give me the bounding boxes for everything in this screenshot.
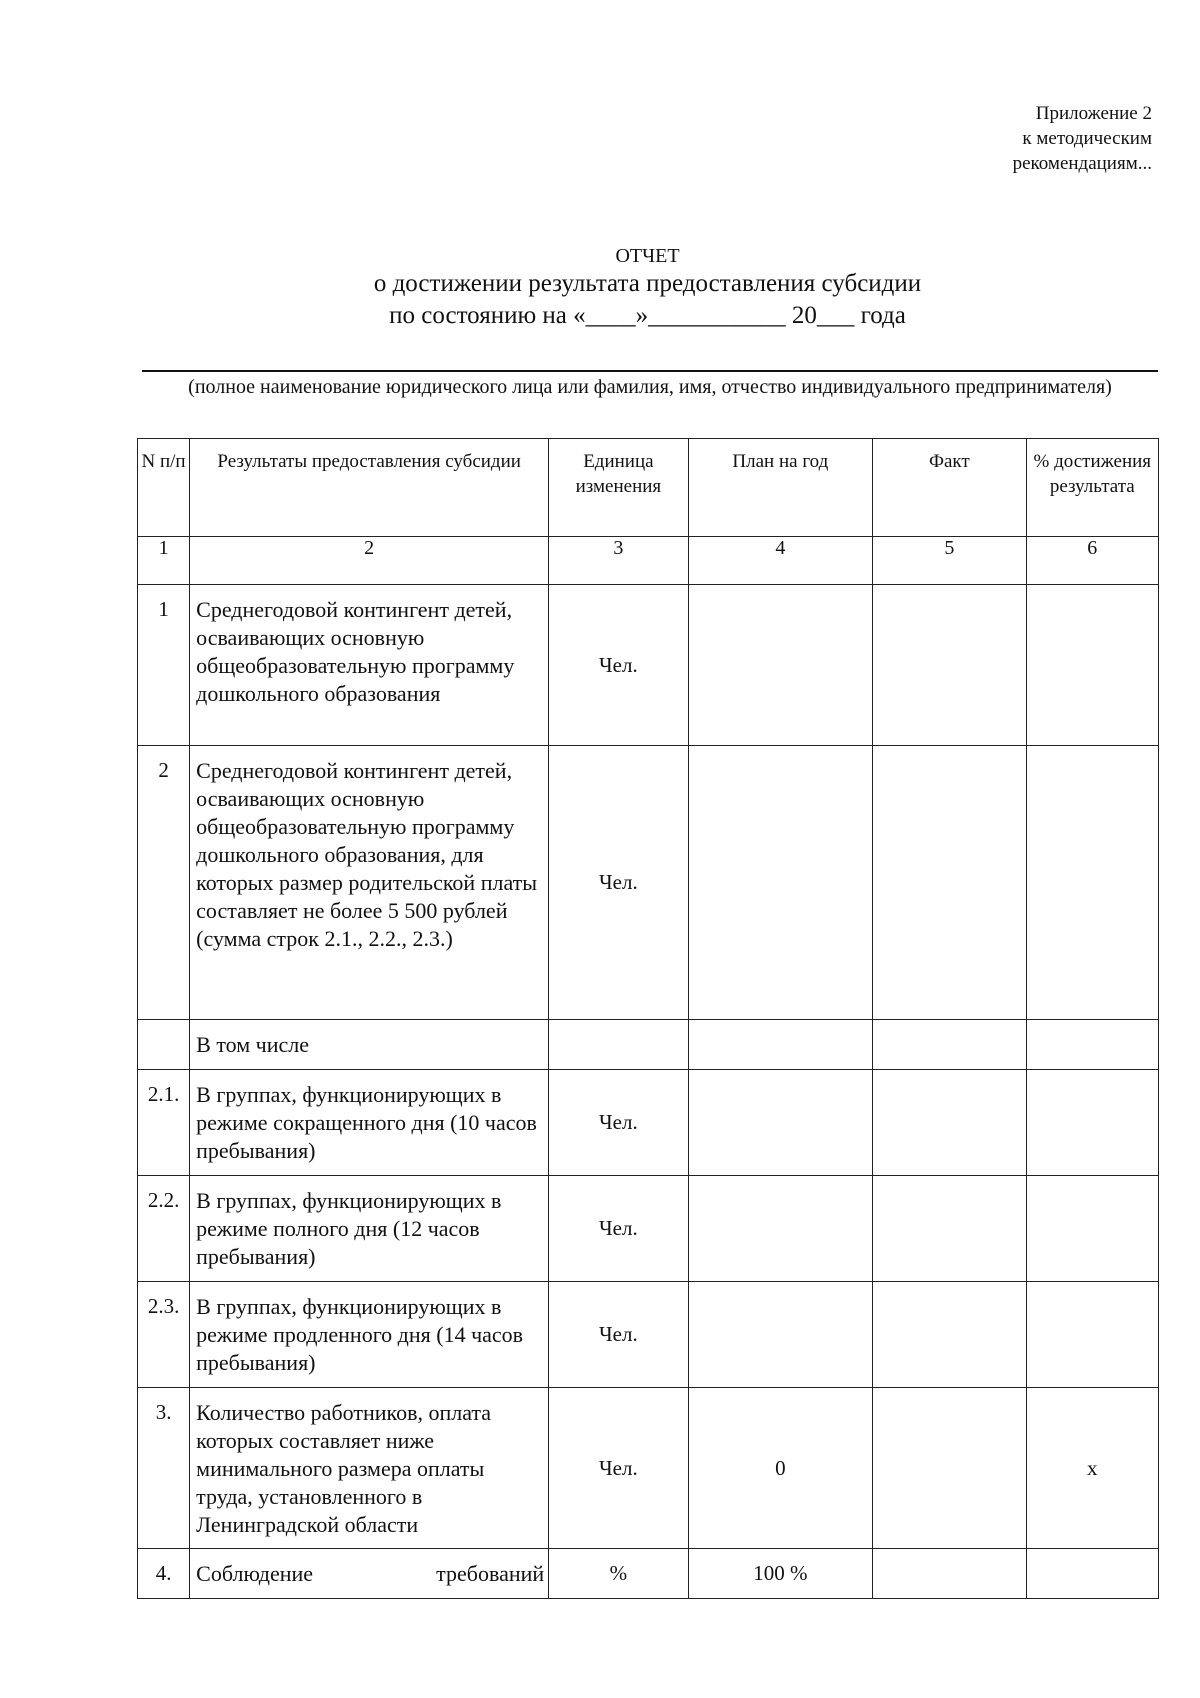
row-plan bbox=[688, 1176, 873, 1282]
table-row bbox=[138, 746, 1159, 1020]
column-number: 4 bbox=[688, 537, 873, 585]
row-percent: х bbox=[1026, 1388, 1158, 1549]
title-subject: о достижении результата предоставления субсидии bbox=[373, 270, 922, 297]
title-report-word: ОТЧЕТ bbox=[615, 245, 680, 267]
annex-line-1: Приложение 2 bbox=[1035, 103, 1152, 124]
table-row bbox=[138, 1070, 1159, 1176]
annex-line-2: к методическим bbox=[1022, 128, 1152, 149]
row-number: 2.3. bbox=[138, 1282, 190, 1388]
row-unit: Чел. bbox=[549, 1282, 688, 1388]
row-description: В группах, функционирующих в режиме полного дня (12 часов пребывания) bbox=[190, 1176, 549, 1282]
row-number: 4. bbox=[138, 1549, 190, 1599]
annex-line-3: рекомендациям... bbox=[1012, 153, 1152, 174]
title-date-line: по состоянию на «____»___________ 20___ года bbox=[389, 302, 906, 329]
row-fact bbox=[873, 1176, 1026, 1282]
table-row bbox=[138, 1549, 1159, 1599]
table-row bbox=[138, 1282, 1159, 1388]
row-number: 2.1. bbox=[138, 1070, 190, 1176]
row-description: В том числе bbox=[190, 1020, 549, 1070]
header-plan: План на год bbox=[688, 439, 873, 537]
row-number: 2.2. bbox=[138, 1176, 190, 1282]
row-plan: 0 bbox=[688, 1388, 873, 1549]
row-description: Соблюдение требований bbox=[190, 1549, 549, 1599]
row-percent bbox=[1026, 1282, 1158, 1388]
row-fact bbox=[873, 585, 1026, 746]
column-number: 3 bbox=[549, 537, 688, 585]
table-header-row bbox=[138, 439, 1159, 537]
row-fact bbox=[873, 1020, 1026, 1070]
row-percent bbox=[1026, 1176, 1158, 1282]
row-plan bbox=[688, 1282, 873, 1388]
row-fact bbox=[873, 1070, 1026, 1176]
row-unit: Чел. bbox=[549, 746, 688, 1020]
row-description: В группах, функционирующих в режиме сокращенного дня (10 часов пребывания) bbox=[190, 1070, 549, 1176]
row-number: 2 bbox=[138, 746, 190, 1020]
row-description: Среднегодовой контингент детей, осваивающих основную общеобразовательную программу дошкольного образования, для которых размер родительской платы составляет не более 5 500 рублей (сумма строк 2.1., 2.2., 2.3.) bbox=[190, 746, 549, 1020]
results-table bbox=[137, 438, 1159, 1599]
row-fact bbox=[873, 1282, 1026, 1388]
row-number: 3. bbox=[138, 1388, 190, 1549]
row-unit: Чел. bbox=[549, 1070, 688, 1176]
organization-name-caption: (полное наименование юридического лица или фамилия, имя, отчество индивидуального предпринимателя) bbox=[188, 376, 1112, 398]
row-plan bbox=[688, 1020, 873, 1070]
row-description: В группах, функционирующих в режиме продленного дня (14 часов пребывания) bbox=[190, 1282, 549, 1388]
table-row bbox=[138, 1020, 1159, 1070]
column-number: 5 bbox=[873, 537, 1026, 585]
row-plan bbox=[688, 1070, 873, 1176]
row-plan: 100 % bbox=[688, 1549, 873, 1599]
row-description: Среднегодовой контингент детей, осваивающих основную общеобразовательную программу дошкольного образования bbox=[190, 585, 549, 746]
table-row bbox=[138, 1176, 1159, 1282]
row-plan bbox=[688, 746, 873, 1020]
row-number bbox=[138, 1020, 190, 1070]
row-percent bbox=[1026, 746, 1158, 1020]
header-percent: % достижения результата bbox=[1026, 439, 1158, 537]
table-row bbox=[138, 1388, 1159, 1549]
row-unit bbox=[549, 1020, 688, 1070]
annex-reference bbox=[852, 101, 1152, 176]
row-unit: Чел. bbox=[549, 1388, 688, 1549]
row-percent bbox=[1026, 1070, 1158, 1176]
column-number: 2 bbox=[190, 537, 549, 585]
column-number: 6 bbox=[1026, 537, 1158, 585]
row-percent bbox=[1026, 1549, 1158, 1599]
table-row bbox=[138, 585, 1159, 746]
header-unit: Единица изменения bbox=[549, 439, 688, 537]
row-plan bbox=[688, 585, 873, 746]
row-unit: Чел. bbox=[549, 585, 688, 746]
row-unit: Чел. bbox=[549, 1176, 688, 1282]
row-number: 1 bbox=[138, 585, 190, 746]
header-fact: Факт bbox=[873, 439, 1026, 537]
report-title bbox=[0, 244, 1200, 332]
column-number-row bbox=[138, 537, 1159, 585]
row-percent bbox=[1026, 1020, 1158, 1070]
row-fact bbox=[873, 1549, 1026, 1599]
header-n: N п/п bbox=[138, 439, 190, 537]
row-fact bbox=[873, 746, 1026, 1020]
row-description: Количество работников, оплата которых составляет ниже минимального размера оплаты труда, установленного в Ленинградской области bbox=[190, 1388, 549, 1549]
header-results: Результаты предоставления субсидии bbox=[190, 439, 549, 537]
row-fact bbox=[873, 1388, 1026, 1549]
organization-name-line bbox=[142, 370, 1158, 372]
row-unit: % bbox=[549, 1549, 688, 1599]
column-number: 1 bbox=[138, 537, 190, 585]
row-percent bbox=[1026, 585, 1158, 746]
